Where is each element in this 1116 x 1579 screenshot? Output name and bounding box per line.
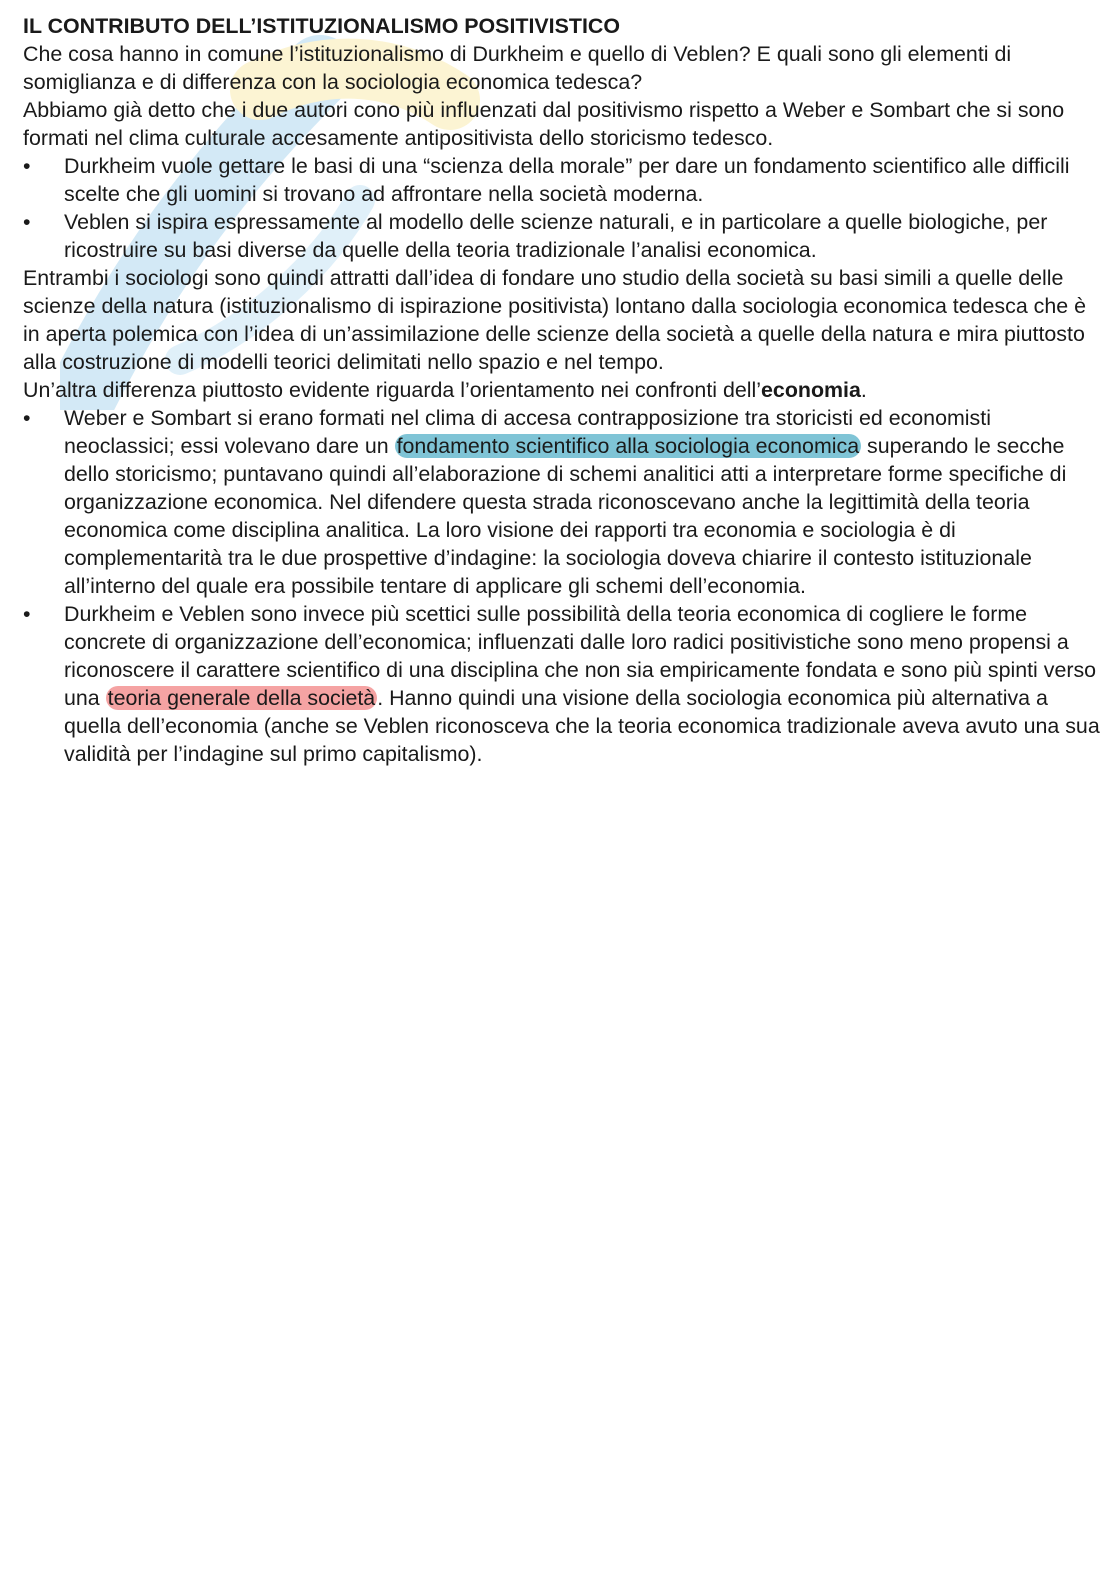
document-body <box>23 12 1103 768</box>
list-item-text: Weber e Sombart si erano formati nel clima di accesa contrapposizione tra storicisti ed economisti neoclassici; essi volevano dare un <box>64 406 991 458</box>
paragraph-text-end: . <box>860 378 867 402</box>
paragraph-text: Un’altra differenza piuttosto evidente riguarda l’orientamento nei confronti dell’ <box>23 378 762 402</box>
bullet-icon: • <box>23 406 31 430</box>
highlight-blue: fondamento scientifico alla sociologia economica <box>396 434 860 458</box>
list-item-durkheim-veblen <box>23 600 1103 768</box>
paragraph-orientamento-economia <box>23 376 1103 404</box>
intro-positivism: Abbiamo già detto che i due autori cono più influenzati dal positivismo rispetto a Weber e Sombart che si sono formati nel clima culturale accesamente antipositivista dello storicismo tedesco. <box>23 98 1065 150</box>
comparison-list <box>23 404 1103 768</box>
list-item-text: Veblen si ispira espressamente al modello delle scienze naturali, e in particolare a quelle biologiche, per ricostruire su basi diverse da quelle della teoria tradizionale l’analisi economica. <box>64 210 1048 262</box>
list-item-text-after: . Hanno quindi una visione della sociologia economica più alternativa a quella dell’economia (anche se Veblen riconosceva che la teoria economica tradizionale aveva avuto una sua validità per l’indagine sul primo capitalismo). <box>64 686 1100 766</box>
list-item-text: Durkheim vuole gettare le basi di una “scienza della morale” per dare un fondamento scientifico alle difficili scelte che gli uomini si trovano ad affrontare nella società moderna. <box>64 154 1070 206</box>
list-item-durkheim-morale <box>23 152 1103 208</box>
document-title: IL CONTRIBUTO DELL’ISTITUZIONALISMO POSITIVISTICO <box>23 14 620 38</box>
list-item-text: Durkheim e Veblen sono invece più scettici sulle possibilità della teoria economica di cogliere le forme concrete di organizzazione dell’economica; influenzati dalle loro radici positivistiche sono meno propensi a riconoscere il carattere scientifico di una disciplina che non sia empiricamente fondata e sono più spinti verso una <box>64 602 1097 710</box>
bullet-icon: • <box>23 210 31 234</box>
bullet-icon: • <box>23 154 31 178</box>
intro-question: Che cosa hanno in comune l’istituzionalismo di Durkheim e quello di Veblen? E quali sono gli elementi di somiglianza e di differenza con la sociologia economica tedesca? <box>23 42 1012 94</box>
list-item-text-after: superando le secche dello storicismo; puntavano quindi all’elaborazione di schemi analitici atti a interpretare forme specifiche di organizzazione economica. Nel difendere questa strada riconoscevano anche la legittimità della teoria economica come disciplina analitica. La loro visione dei rapporti tra economia e sociologia è di complementarità tra le due prospettive d’indagine: la sociologia doveva chiarire il contesto istituzionale all’interno del quale era possibile tentare di applicare gli schemi dell’economia. <box>64 434 1067 598</box>
list-item-veblen-biology <box>23 208 1103 264</box>
authors-list <box>23 152 1103 264</box>
paragraph-scienze-natura: Entrambi i sociologi sono quindi attratti dall’idea di fondare uno studio della società su basi simili a quelle delle scienze della natura (istituzionalismo di ispirazione positivista) lontano dalla sociologia economica tedesca che è in aperta polemica con l’idea di un’assimilazione delle scienze della società a quelle della natura e mira piuttosto alla costruzione di modelli teorici delimitati nello spazio e nel tempo. <box>23 266 1086 374</box>
highlight-red: teoria generale della società <box>107 686 376 710</box>
list-item-weber-sombart <box>23 404 1103 600</box>
bold-term-economia: economia <box>761 378 861 402</box>
bullet-icon: • <box>23 602 31 626</box>
